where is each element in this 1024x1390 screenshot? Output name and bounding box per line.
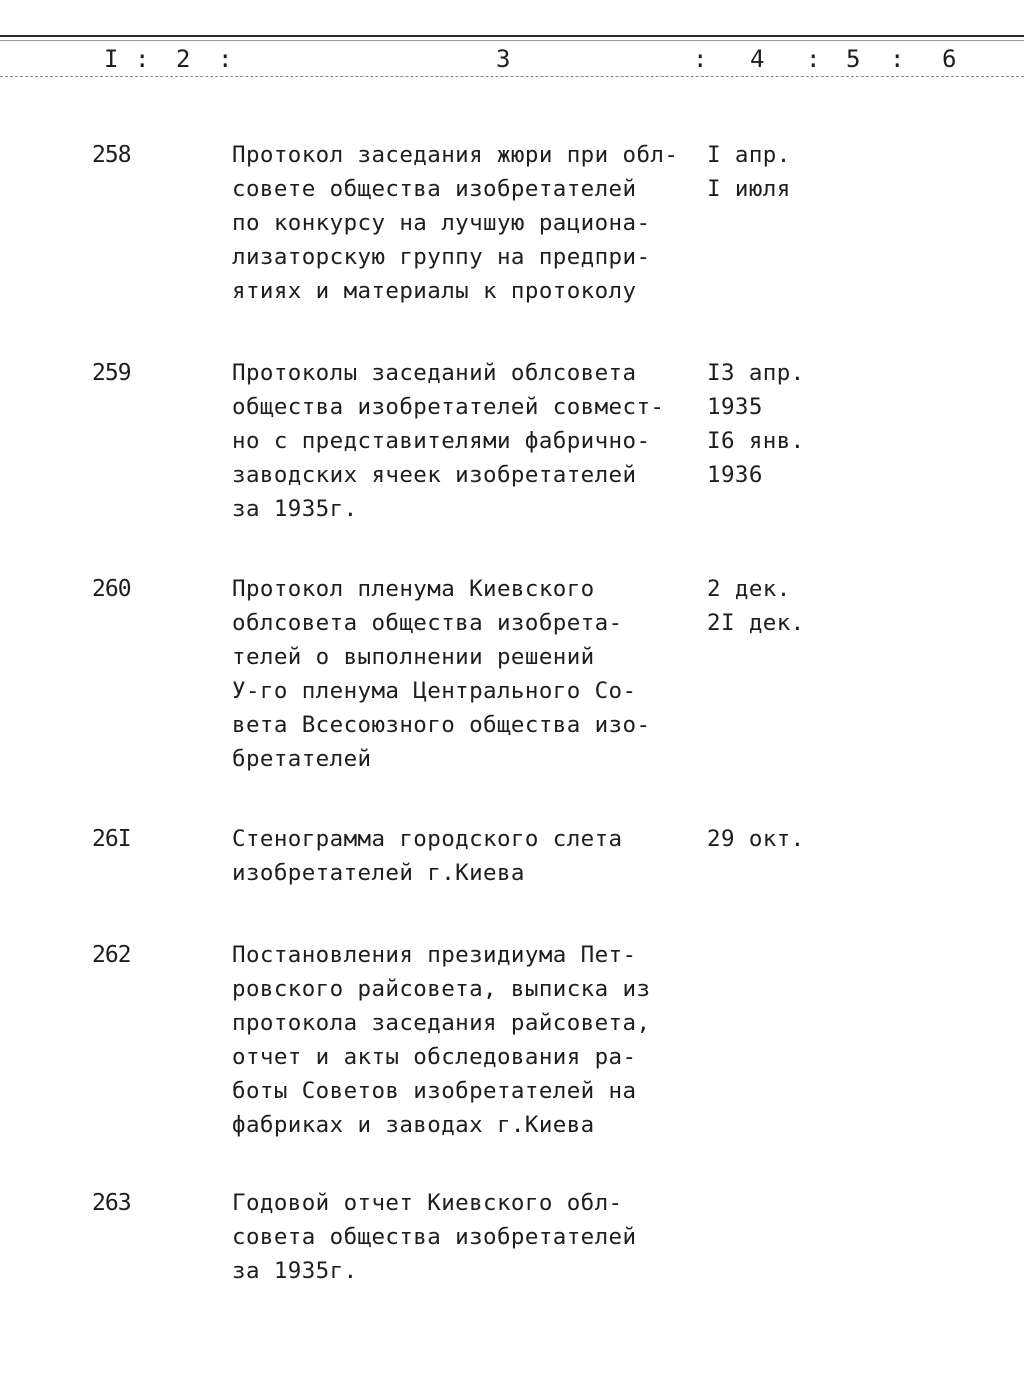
entry-title-line: Протокол пленума Киевского [232,576,595,602]
entry-date: 2I дек. [707,610,805,636]
entry-number: 262 [92,942,131,968]
column-header-5: 5 [846,45,861,73]
entry-date: 1936 [707,462,763,488]
entry-dates [707,572,847,640]
entry-title-line: Стенограмма городского слета [232,826,623,852]
entry-title-line: фабриках и заводах г.Киева [232,1112,595,1138]
entry-date: 2 дек. [707,576,791,602]
entry-number: 258 [92,142,131,168]
entry-number: 260 [92,576,131,602]
entry-title [232,356,702,526]
entry-number: 26I [92,826,131,852]
entry-dates [707,356,847,492]
column-header-2: 2 [176,45,191,73]
entry-title-line: ятиях и материалы к протоколу [232,278,637,304]
entry-title-line: ровского райсовета, выписка из [232,976,651,1002]
entry-title-line: общества изобретателей совмест- [232,394,665,420]
entry-number: 259 [92,360,131,386]
entry-date: 29 окт. [707,826,805,852]
column-separator: : [218,45,233,73]
entry-title-line: Протоколы заседаний облсовета [232,360,637,386]
column-separator: : [890,45,905,73]
entry-title [232,572,702,776]
entry-title-line: Постановления президиума Пет- [232,942,637,968]
entry-title-line: Годовой отчет Киевского обл- [232,1190,623,1216]
entry-title-line: лизаторскую группу на предпри- [232,244,651,270]
entry-date: I июля [707,176,791,202]
entry-date: I апр. [707,142,791,168]
entry-title-line: по конкурсу на лучшую рациона- [232,210,651,236]
entry-title-line: Протокол заседания жюри при обл- [232,142,679,168]
entry-title-line: боты Советов изобретателей на [232,1078,637,1104]
entry-title-line: заводских ячеек изобретателей [232,462,637,488]
entry-title [232,1186,702,1288]
entry-title-line: отчет и акты обследования ра- [232,1044,637,1070]
entry-title-line: совете общества изобретателей [232,176,637,202]
column-header-1: I [104,45,119,73]
entry-title-line: протокола заседания райсовета, [232,1010,651,1036]
header-top-rule [0,35,1024,37]
entry-title [232,938,702,1142]
entry-date: 1935 [707,394,763,420]
column-header-4: 4 [750,45,765,73]
entry-title-line: за 1935г. [232,496,358,522]
entry-date: I3 апр. [707,360,805,386]
column-separator: : [135,45,150,73]
entry-title-line: но с представителями фабрично- [232,428,651,454]
entry-title [232,138,702,308]
column-separator: : [693,45,708,73]
entry-title-line: телей о выполнении решений [232,644,595,670]
entry-title [232,822,702,890]
entry-title-line: У-го пленума Центрального Со- [232,678,637,704]
entry-dates [707,138,847,206]
entry-date: I6 янв. [707,428,805,454]
entry-title-line: совета общества изобретателей [232,1224,637,1250]
header-top-thin-rule [0,40,1024,41]
entry-title-line: облсовета общества изобрета- [232,610,623,636]
entry-title-line: вета Всесоюзного общества изо- [232,712,651,738]
column-header-3: 3 [496,45,511,73]
column-separator: : [806,45,821,73]
entry-title-line: изобретателей г.Киева [232,860,525,886]
entry-title-line: бретателей [232,746,372,772]
column-header-6: 6 [942,45,957,73]
header-bottom-rule [0,76,1024,77]
entry-number: 263 [92,1190,131,1216]
entry-dates [707,822,847,856]
entry-title-line: за 1935г. [232,1258,358,1284]
